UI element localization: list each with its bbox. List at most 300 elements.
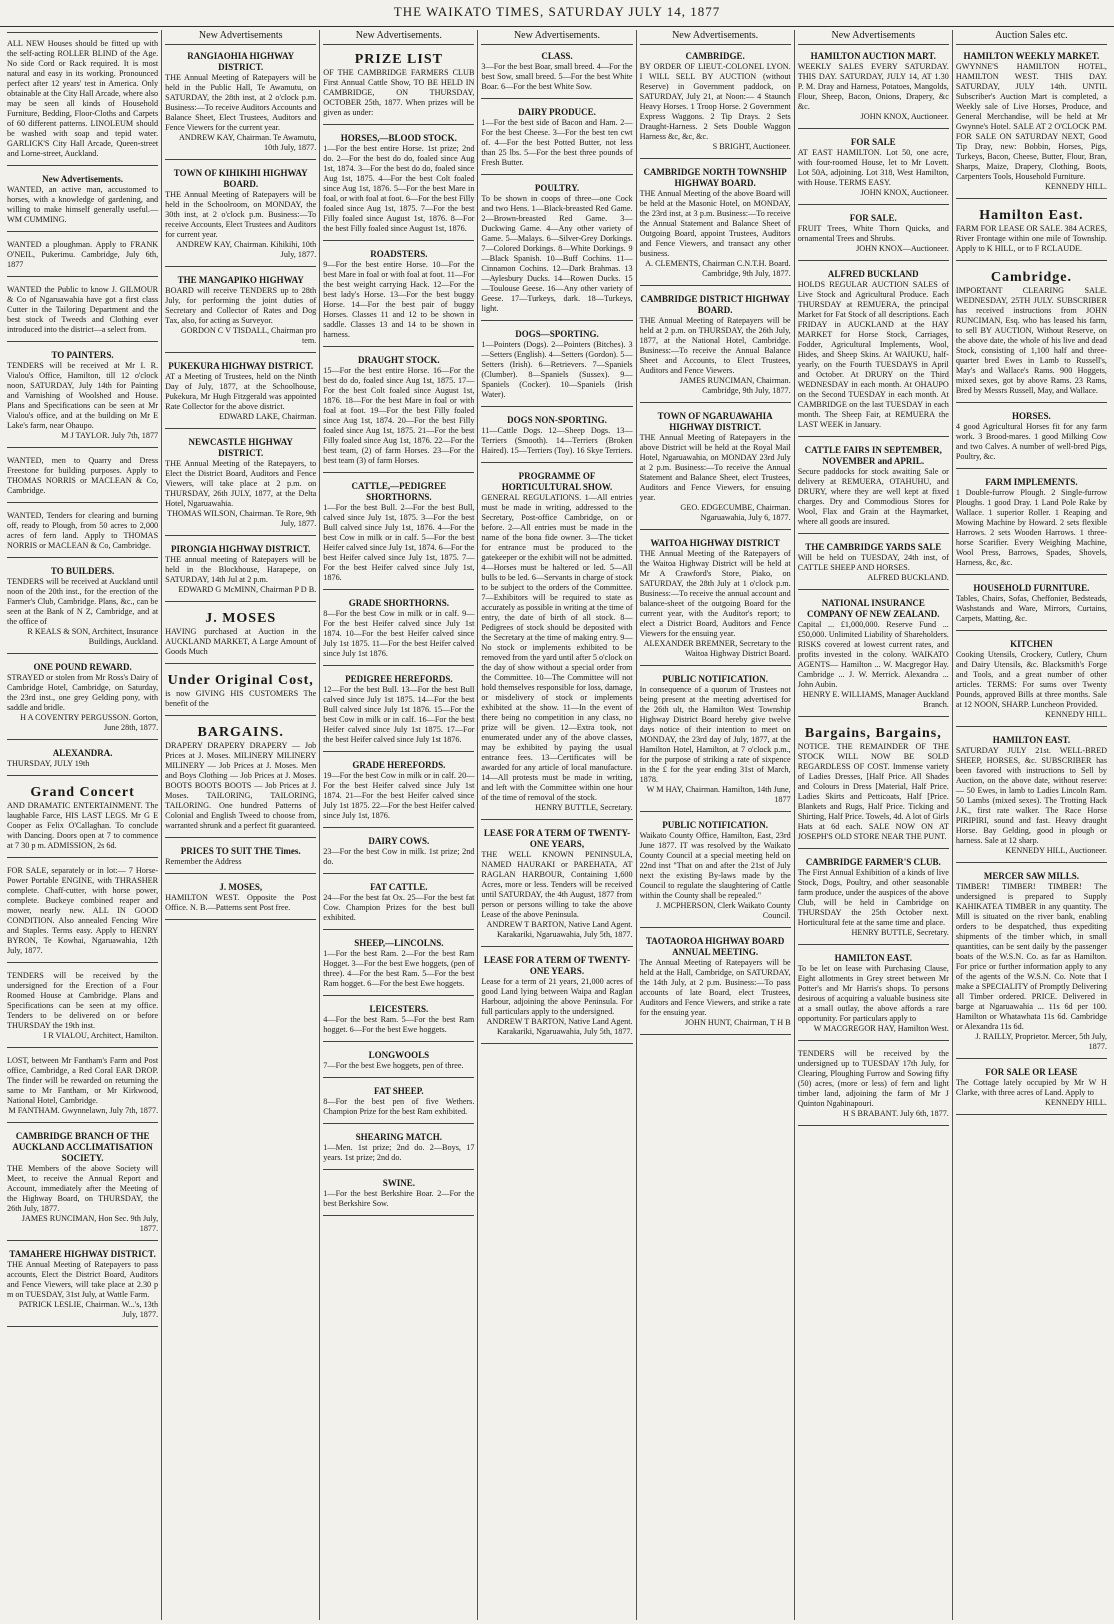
- advertisement: [798, 1049, 949, 1126]
- advertisement: [323, 938, 474, 996]
- advertisement: [323, 674, 474, 752]
- ad-title: DAIRY COWS.: [368, 836, 430, 847]
- advertisement: [323, 1178, 474, 1216]
- advertisement: [640, 411, 791, 530]
- ad-body: Will be held on TUESDAY, 24th inst, of CATTLE SHEEP AND HORSES.: [797, 552, 949, 572]
- advertisement: [7, 240, 158, 277]
- ad-title: FARM IMPLEMENTS.: [985, 477, 1078, 488]
- ad-body: TENDERS will be received by the undersigned for the Erection of a Four Roomed House at Cambridge. Plans and Specifications can be seen at my office. Tenders to be delivered on or before THURSDAY the 19th inst.: [7, 970, 159, 1030]
- ad-title: Cambridge.: [990, 270, 1072, 286]
- advertisement: [481, 183, 632, 321]
- ad-divider: [7, 775, 158, 776]
- advertisement: [481, 955, 632, 1044]
- ad-signature: PATRICK LESLIE, Chairman. W...'s, 13th July, 1877.: [18, 1299, 159, 1319]
- ad-signature: A. CLEMENTS, Chairman C.N.T.H. Board. Cambridge, 9th July, 1877.: [645, 259, 791, 279]
- ad-title: HAMILTON EAST.: [992, 735, 1071, 746]
- ad-divider: [956, 862, 1107, 863]
- advertisement: [165, 882, 316, 920]
- ad-divider: [165, 428, 316, 429]
- advertisement: [165, 437, 316, 536]
- advertisement: [323, 249, 474, 347]
- advertisement: [640, 538, 791, 666]
- advertisement: [323, 882, 474, 930]
- ad-divider: [165, 837, 316, 838]
- ad-body: GWYNNE'S HAMILTON HOTEL, HAMILTON WEST. THIS DAY. SATURDAY, JULY 14th. UNTIL Subscriber's Auction Mart is completed, a Weekly sale of Live Horses, Produce, and General Merchandise, will be held at Mr Gwynne's Hotel. SALE AT 2 O'CLOCK P.M. FOR SALE ON SATURDAY NEXT, Good Tip Dray, new: Bobbin, Horses, Pigs, Turkeys, Bacon, Cheese, Butter, Flour, Bran, Sharps, Maize, Drapery, Clothing, Boots, Carpenters Tools, Household Furniture.: [955, 62, 1107, 182]
- advertisement: [7, 456, 158, 503]
- ad-title: CLASS.: [541, 51, 573, 62]
- ad-divider: [165, 601, 316, 602]
- ad-body: The Cottage lately occupied by Mr W H Clarke, with three acres of Land. Apply to: [955, 1078, 1107, 1098]
- ad-divider: [7, 857, 158, 858]
- ad-body: THE annual meeting of Ratepayers will be held in the Blockhouse, Harapepe, on SATURDAY, 14th Jul at 2 p.m.: [165, 554, 317, 584]
- ad-body: HAVING purchased at Auction in the AUCKLAND MARKET, A Large Amount of Goods Much: [165, 626, 317, 656]
- advertisement: [798, 542, 949, 590]
- advertisement: [798, 445, 949, 534]
- ad-divider: [798, 204, 949, 205]
- advertisement: [956, 871, 1107, 1059]
- ad-body: AT a Meeting of Trustees, held on the Ninth Day of July, 1877, at the Schoolhouse, Pukekura, Mr Hugh Fitzgerald was appointed Rate Collector for the above district.: [165, 372, 317, 411]
- ad-divider: [640, 665, 791, 666]
- ad-signature: M J TAYLOR. July 7th, 1877: [61, 430, 159, 440]
- ad-signature: M FANTHAM. Gwynnelawn, July 7th, 1877.: [8, 1105, 159, 1115]
- ad-divider: [323, 1077, 474, 1078]
- ad-title: CAMBRIDGE BRANCH OF THE AUCKLAND ACCLIMATISATION SOCIETY.: [12, 1130, 153, 1163]
- ad-body: THE Annual Meeting of the Ratepayers of the Waitoa Highway District will be held at Mr A Crawford's Store, Piako, on SATURDAY, the 28th July at 1 o'clock p.m. Business:—To receive the annual account and balance-sheet of the outgoing Board for the current year, with the Auditor's report; to elect a District Board, Auditors and Fence Viewers for the ensuing year.: [639, 548, 791, 638]
- ad-title: POULTRY.: [534, 183, 580, 194]
- column-5: [637, 30, 795, 1620]
- ad-title: Bargains, Bargains,: [804, 725, 942, 741]
- ad-divider: [7, 1047, 158, 1048]
- ad-divider: [323, 995, 474, 996]
- ad-signature: JOHN KNOX—Auctioneer.: [856, 244, 949, 254]
- ad-title: TO BUILDERS.: [50, 565, 115, 576]
- ad-body: Tables, Chairs, Sofas, Cheffonier, Bedsteads, Washstands and Ware, Mirrors, Curtains, Carpets, Matting, &c.: [955, 594, 1107, 624]
- ad-body: 15—For the best entire Horse. 16—For the best do do, foaled since Aug 1st, 1875. 17—For the best Colt foaled since August 1st, 1876. 18—For the best Mare in foal or with foal at foot. 19—For the best Filly foaled since Aug 1st, 1874. 20—For the best Filly foaled since Aug 1st, 1875. 21—For the best Filly foaled since Aug 1st, 1876. 22—For the best team, (2) of farm Horses. 23—For the best team (3) of farm Horses.: [323, 366, 475, 466]
- ad-divider: [323, 873, 474, 874]
- ad-divider: [956, 260, 1107, 261]
- ad-signature: EDWARD LAKE, Chairman.: [218, 412, 317, 421]
- ad-divider: [481, 98, 632, 99]
- advertisement: [956, 269, 1107, 403]
- ad-title: LEICESTERS.: [369, 1003, 429, 1014]
- ad-title: DOGS NON-SPORTING.: [507, 415, 607, 426]
- ad-body: Remember the Address: [165, 857, 242, 867]
- ad-signature: HENRY BUTTLE, Secretary.: [851, 927, 949, 937]
- advertisement: [165, 544, 316, 602]
- ad-title: KITCHEN: [1010, 639, 1053, 650]
- ad-body: THE WELL KNOWN PENINSULA, NAMED HAURAKI or PAREHATA, AT RAGLAN HARBOUR, Containing 1,600 Acres, more or less. Tenders will be received until SATURDAY, the 4th August, 1877 from person or persons willing to take the above Lease of the above Peninsula.: [481, 849, 633, 919]
- ad-title: FAT SHEEP.: [374, 1085, 424, 1096]
- advertisement: [323, 355, 474, 473]
- ad-body: 12—For the best Bull. 13—For the best Bull calved since July 1st 1875. 14—For the best Bull calved since July 1st 1876. 15—For the best Cow in milk or in calf. 16—For the best Heifer calved since July 1st 1875. 17—For the best Heifer calved since July 1st 1876.: [323, 685, 475, 745]
- advertisement: [323, 1004, 474, 1042]
- advertisement: [640, 51, 791, 159]
- ad-body: BOARD will receive TENDERS up to 28th July, for performing the joint duties of Secretary and Collector of Rates and Dog Tax, also, for acting as Surveyor.: [165, 286, 317, 326]
- advertisement: [165, 672, 316, 716]
- advertisement: [798, 953, 949, 1041]
- ad-title: TOWN OF KIHIKIHI HIGHWAY BOARD.: [173, 168, 308, 190]
- ad-signature: S BRIGHT, Auctioneer.: [712, 142, 791, 152]
- ad-title: TAMAHERE HIGHWAY DISTRICT.: [9, 1248, 156, 1259]
- advertisement: [7, 971, 158, 1048]
- ad-body: 8—For the best Cow in milk or in calf. 9—For the best Heifer calved since July 1st 1874. 10—For the best Heifer calved since July 1st 1875. 11—For the best Heifer calved since July 1st 1876.: [323, 609, 475, 659]
- ad-signature: KENNEDY HILL.: [1044, 182, 1107, 192]
- ad-body: THE Annual Meeting of Ratepayers will be held in the Public Hall, Te Awamutu, on SATURDAY, the 28th inst, at 2 o'clock p.m. Business:—To receive Auditors Accounts and Balance Sheet, Elect Trustees, Auditors and Fence Viewers for the current year.: [165, 73, 317, 133]
- ad-title: FOR SALE: [850, 137, 896, 148]
- ad-signature: KENNEDY HILL.: [1044, 710, 1107, 720]
- ad-divider: [323, 1123, 474, 1124]
- ad-body: HAMILTON WEST. Opposite the Post Office. N. B.—Patterns sent Post free.: [165, 893, 317, 913]
- advertisement: [7, 1249, 158, 1327]
- ad-body: WANTED, an active man, accustomed to horses, with a knowledge of gardening, and willing to make himself generally useful.—WM CUMMING.: [7, 184, 159, 224]
- advertisement: [640, 820, 791, 928]
- advertisement: [798, 725, 949, 849]
- ad-body: 4—For the best Ram. 5—For the best Ram hogget. 6—For the best Ewe hoggets.: [323, 1014, 475, 1034]
- ad-title: LONGWOOLS: [368, 1049, 430, 1060]
- advertisement: [7, 784, 158, 858]
- ad-body: THE Annual Meeting of the Ratepayers, to Elect the District Board, Auditors and Fence Viewers, will take place at 2 p.m. on THURSDAY, 26th JULY, 1877, at the Delta Hotel, Ngaruawahia.: [165, 458, 317, 508]
- ad-divider: [323, 1169, 474, 1170]
- ad-divider: [323, 589, 474, 590]
- ad-body: FOR SALE, separately or in lot:— 7 Horse-Power Portable ENGINE, with THRASHER complete. Chaff-cutter, with horse power, complete. Buckeye combined reaper and mower, nearly new. ALL IN GOOD CONDITION. Also annealed Fencing Wire and Staples. Terms easy. Apply to HENRY BYRON, Te Kowhai, Ngaruawahia, 12th July, 1877.: [7, 865, 159, 955]
- masthead: THE WAIKATO TIMES, SATURDAY JULY 14, 1877: [0, 4, 1114, 27]
- ad-signature: JAMES RUNCIMAN, Hon Sec. 9th July, 1877.: [21, 1213, 159, 1233]
- ad-signature: EDWARD G McMINN, Chairman P D B.: [178, 584, 317, 594]
- ad-body: 8—For the best pen of five Wethers. Champion Prize for the best Ram exhibited.: [323, 1096, 475, 1116]
- advertisement: [323, 1050, 474, 1078]
- ad-body: 3—For the best Boar, small breed. 4—For the best Sow, small breed. 5—For the best White Boar. 6—For the best White Sow.: [481, 62, 633, 92]
- ad-signature: JAMES RUNCIMAN, Chairman. Cambridge, 9th July, 1877.: [679, 376, 791, 396]
- ad-body: In consequence of a quorum of Trustees not being present at the meeting advertised for the 26th ult, the Hamilton West Township Highway District Board hereby give twelve days notice of their intention to meet on MONDAY, the 23rd day of July, 1877, at the Hamilton Hotel, Hamilton, at 7 o'clock p.m., for the purpose of striking a rate of sixpence in the £ for the year ending 31st of March, 1878.: [639, 684, 791, 784]
- ad-divider: [798, 260, 949, 261]
- ad-title: TAOTAOROA HIGHWAY BOARD ANNUAL MEETING.: [645, 935, 785, 957]
- ad-title: Under Original Cost,: [167, 672, 314, 688]
- ad-divider: [7, 739, 158, 740]
- ad-title: Hamilton East.: [979, 208, 1084, 224]
- ad-divider: [323, 929, 474, 930]
- ad-divider: [165, 873, 316, 874]
- advertisement: [165, 724, 316, 838]
- ad-title: HAMILTON AUCTION MART.: [810, 51, 936, 62]
- advertisement: [165, 610, 316, 664]
- ad-signature: H A COVENTRY PERGUSSON. Gorton, June 28th, 1877.: [20, 712, 159, 732]
- ad-title: NATIONAL INSURANCE COMPANY OF NEW ZEALAND.: [807, 597, 940, 619]
- ad-body: 1—For the best side of Bacon and Ham. 2—For the best Cheese. 3—For the best ten cwt of. 4—For the best Potted Butter, not less than 25 lbs. 5—For the best three pounds of Fresh Butter.: [481, 118, 633, 168]
- advertisement: [323, 598, 474, 666]
- ad-body: THE Annual Meeting of Ratepayers will be held in the Schoolroom, on MONDAY, the 30th inst, at 2 o'clock p.m. Business:—To receive Accounts, Elect Trustees and Auditors for current year.: [165, 190, 317, 240]
- ad-title: PIRONGIA HIGHWAY DISTRICT.: [170, 543, 311, 554]
- column-heading: New Advertisements.: [640, 30, 791, 45]
- ad-body: Secure paddocks for stock awaiting Sale or delivery at REMUERA, OTAHUHU, and DRURY, where they are well kept at fixed charges. Dry and Commodious Stores for Wool, Flax and Grain at the Haymarket, where all goods are insured.: [797, 467, 949, 526]
- ad-signature: JOHN KNOX, Auctioneer.: [860, 188, 949, 198]
- ad-signature: J. MCPHERSON, Clerk Waikato County Council.: [655, 900, 791, 920]
- ad-divider: [956, 630, 1107, 631]
- ad-title: ONE POUND REWARD.: [33, 661, 132, 672]
- ad-body: THE Annual Meeting of Ratepayers will be held at 2 p.m. on THURSDAY, the 26th July, 1877, at the National Hotel, Cambridge. Business:—To receive the Annual Balance Sheet and Accounts, to Elect Trustees, Auditors and Fence Viewers.: [639, 316, 791, 376]
- ad-signature: KENNEDY HILL, Auctioneer.: [1005, 846, 1107, 856]
- ad-divider: [956, 726, 1107, 727]
- ad-body: Cooking Utensils, Crockery, Cutlery, Churn and Dairy Utensils, &c. Blacksmith's Forge and Tools, and a great number of other articles. TERMS: For sums over Twenty Pounds, approved Bills at three months. Sale at 12 NOON, SHARP. Luncheon Provided.: [955, 650, 1107, 710]
- ad-signature: JOHN HUNT, Chairman, T H B: [684, 1017, 791, 1027]
- ad-divider: [640, 285, 791, 286]
- ad-divider: [7, 1326, 158, 1327]
- ad-divider: [165, 266, 316, 267]
- ad-body: 1—For the best Berkshire Boar. 2—For the best Berkshire Sow.: [323, 1188, 475, 1208]
- ad-divider: [956, 402, 1107, 403]
- ad-title: BARGAINS.: [197, 725, 284, 741]
- ad-divider: [640, 927, 791, 928]
- advertisement: [7, 1131, 158, 1241]
- column-3: [320, 30, 478, 1620]
- column-heading: [7, 30, 158, 33]
- ad-body: IMPORTANT CLEARING SALE. WEDNESDAY, 25TH JULY. SUBSCRIBER has received instructions from JOHN RUNCIMAN, Esq. who has leased his farm, to sell BY AUCTION, Without Reserve, on the above date, the whole of his live and dead Stock, consisting of 1,100 half and three-quarter bred Ewes in Lamb to Russell's, May's and Wallace's Rams. 900 Hoggets, mixed sexes, got by above Rams. 23 Rams, Bred by Messrs Russell, May, and Wallace.: [955, 286, 1107, 396]
- ad-signature: W M HAY, Chairman. Hamilton, 14th June, 1877: [646, 784, 791, 804]
- ad-divider: [956, 574, 1107, 575]
- ad-signature: R KEALS & SON, Architect, Insurance Buildings, Auckland.: [27, 626, 159, 646]
- ad-body: THE Annual Meeting of Ratepayers in the above District will be held at the Royal Mail Hotel, Ngaruawahia, on MONDAY 23rd July at 2 p.m. Business:—To receive the Annual Statement and Balance Sheet, elect Trustees, Auditors and Fence Viewers, for ensuing year.: [639, 432, 791, 502]
- ad-title: J. MOSES: [205, 610, 277, 626]
- ad-divider: [481, 320, 632, 321]
- ad-divider: [956, 1114, 1107, 1115]
- advertisement: [7, 866, 158, 963]
- ad-body: SATURDAY JULY 21st. WELL-BRED SHEEP, HORSES, &c. SUBSCRIBER has been favored with instructions to Sell by Auction, on the above date, without reserve:— 50 Ewes, in lamb to Ladies Lincoln Ram. 50 Lambs (mixed sexes). The Trotting Hack J.K., first rate walker. The Race Horse PIRIPIRI, sound and fast. Heavy draught Horse. Bay Gelding, good in plough or harness. Sale at 12 sharp.: [955, 746, 1107, 846]
- ad-divider: [798, 716, 949, 717]
- ad-divider: [481, 1043, 632, 1044]
- ad-divider: [7, 557, 158, 558]
- ad-body: 11—Cattle Dogs. 12—Sheep Dogs. 13—Terriers (Smooth). 14—Terriers (Broken Haired). 15—Terriers (Toy). 16 Skye Terriers.: [481, 426, 633, 456]
- ad-divider: [7, 341, 158, 342]
- ad-title: LEASE FOR A TERM OF TWENTY-ONE YEARS.: [483, 954, 631, 976]
- ad-divider: [481, 174, 632, 175]
- ad-divider: [165, 919, 316, 920]
- ad-divider: [798, 1125, 949, 1126]
- ad-divider: [7, 1240, 158, 1241]
- ad-signature: I R VIALOU, Architect, Hamilton.: [43, 1030, 159, 1040]
- ad-signature: KENNEDY HILL.: [1044, 1098, 1107, 1108]
- advertisement: [7, 748, 158, 776]
- ad-signature: ANDREW KAY, Chairman. Kihikihi, 10th July, 1877.: [176, 240, 317, 260]
- advertisement: [640, 674, 791, 812]
- advertisement: [956, 207, 1107, 261]
- column-7: [953, 30, 1110, 1620]
- ad-divider: [323, 124, 474, 125]
- ad-signature: HENRY BUTTLE, Secretary.: [535, 802, 633, 812]
- ad-divider: [323, 346, 474, 347]
- advertisement: [956, 51, 1107, 199]
- ad-title: CAMBRIDGE.: [685, 51, 745, 62]
- advertisement: [7, 1056, 158, 1123]
- column-6: [795, 30, 953, 1620]
- ad-body: DRAPERY DRAPERY DRAPERY — Job Prices at J. Moses. MILINERY MILINERY MILINERY — Job Prices at J. Moses. Men and Boys Clothing — Job Prices at J. Moses. BOOTS BOOTS BOOTS — Job Prices at J. Moses. TAILORING, TAILORING, TAILORING. One hundred Patterns of Colonial and English Tweed to choose from, warranted shrunk and a perfect fit guaranteed.: [165, 741, 317, 831]
- ad-title: SHEEP,—LINCOLNS.: [354, 937, 444, 948]
- ad-body: 1—For the best Ram. 2—For the best Ram Hogget. 3—For the best Ewe hoggets, (pen of three). 4—For the best Ram. 5—For the best Ram hogget. 6—For the best Ewe hoggets.: [323, 948, 475, 988]
- ad-body: AT EAST HAMILTON. Lot 50, one acre, with four-roomed House, let to Mr Lovett. Lot 50A, adjoining. Lot 318, West Hamilton, with House. TERMS EASY.: [797, 148, 949, 188]
- ad-body: TENDERS will be received at Auckland until noon of the 20th inst., for the erection of the Farmer's Club, Cambridge. Plans, &c., can be seen at the Bank of N Z, Cambridge, and at the office of: [7, 576, 159, 626]
- advertisement: [323, 51, 474, 125]
- ad-body: 1 Double-furrow Plough. 2 Single-furrow Ploughs. 1 good Dray. 1 Land Pole Rake by Wallace. 1 superior Roller. 1 Reaping and Mowing Machine by Howard. 2 sets flexible Harrows. 2 sets Wooden Harrows. 1 three-horse Scarifier. Every Weighing Machine, Wool Press, Barrows, Spades, Shovels, Harness, &c, &c.: [955, 488, 1107, 568]
- ad-body: ALL NEW Houses should be fitted up with the self-acting ROLLER BLIND of the Age. No side Cord or Rack required. It is most natural and easy in its working. Pronounced perfect after 12 years' test in America. Only obtainable at the City Hall Arcade, where also may be seen all kinds of Household Furniture, Bedding, Floor-Cloths and Carpets of 60 different patterns. LINOLEUM should be washed with soap and tepid water. GARLICK'S City Hall Arcade, Queen-street and Lorne-street, Auckland.: [7, 39, 159, 158]
- advertisement: [798, 137, 949, 205]
- ad-divider: [798, 533, 949, 534]
- advertisement: [481, 329, 632, 407]
- advertisement: [7, 662, 158, 740]
- ad-body: BY ORDER OF LIEUT.-COLONEL LYON. I WILL SELL BY AUCTION (without Reserve) in Government paddock, on SATURDAY, July 21, at Noon:— 4 Staunch Heavy Horses. 1 Troop Horse. 2 Government Express Waggons. 2 Tip Drays. 2 Sets Draught-Harness. 2 Sets Double Waggon Harness &c, &c, &c.: [639, 62, 791, 142]
- ad-divider: [7, 165, 158, 166]
- ad-title: CATTLE,—PEDIGREE SHORTHORNS.: [351, 481, 447, 503]
- ad-body: THE Members of the above Society will Meet, to receive the Annual Report and Account, immediately after the Meeting of the Highway Board, on THURSDAY, the 26th July, 1877.: [7, 1163, 159, 1213]
- advertisement: [165, 846, 316, 874]
- ad-divider: [798, 128, 949, 129]
- ad-divider: [481, 946, 632, 947]
- ad-title: SWINE.: [382, 1177, 415, 1188]
- ad-divider: [481, 819, 632, 820]
- ad-divider: [165, 663, 316, 664]
- ad-divider: [956, 198, 1107, 199]
- ad-divider: [7, 231, 158, 232]
- ad-divider: [165, 715, 316, 716]
- ad-body: WANTED the Public to know J. GILMOUR & Co of Ngaruawahia have got a first class Cutter in the Tailoring Department and the best stock of Tweeds and Clothing ever introduced into the district—a select from.: [7, 284, 159, 334]
- ad-title: ROADSTERS.: [370, 249, 428, 260]
- advertisement: [165, 168, 316, 267]
- ad-body: THE Annual Meeting of Ratepayers to pass accounts, Elect the District Board, Auditors and Fence Viewers, will take place at 2.30 p m on TUESDAY, 31st July, at Wattle Farm.: [7, 1259, 159, 1299]
- ad-body: 7—For the best Ewe hoggets, pen of three.: [323, 1060, 464, 1070]
- ad-title: THE CAMBRIDGE YARDS SALE: [805, 542, 942, 552]
- ad-divider: [165, 159, 316, 160]
- ad-body: Lease for a term of 21 years, 21,000 acres of good Land lying between Waipa and Raglan Harbour, adjoining the above Peninsula. For full particulars apply to the undersigned.: [481, 976, 633, 1016]
- ad-body: 1—Pointers (Dogs). 2—Pointers (Bitches). 3—Setters (English). 4—Setters (Gordon). 5—Setters (Irish). 6—Retrievers. 7—Spaniels (Clumber). 8—Spaniels (Sussex). 9—Spaniels (Cocker). 10—Spaniels (Irish Water).: [481, 340, 633, 400]
- ad-body: WANTED a ploughman. Apply to FRANK O'NEIL, Pukerimu. Cambridge, July 6th, 1877: [7, 239, 159, 269]
- ad-body: 24—For the best fat Ox. 25—For the best fat Cow. Champion Prizes for the best bull exhibited.: [323, 892, 475, 922]
- advertisement: [7, 511, 158, 558]
- advertisement: [323, 1132, 474, 1170]
- ad-divider: [481, 462, 632, 463]
- advertisement: [798, 857, 949, 945]
- ad-signature: ALFRED BUCKLAND.: [867, 572, 949, 582]
- advertisement: [798, 51, 949, 129]
- ad-body: 23—For the best Cow in milk. 1st prize; 2nd do.: [323, 846, 475, 866]
- ad-divider: [323, 827, 474, 828]
- ad-body: FARM FOR LEASE OR SALE. 384 ACRES, River Frontage within one mile of Township. Apply to K HILL, or to F RCLAUDE.: [955, 224, 1107, 254]
- advertisement: [7, 566, 158, 654]
- ad-body: TENDERS will be received at Mr I. R. Vialou's Office, Hamilton, till 12 o'clock noon, SATURDAY, July 14th for Painting and Varnishing of Woolshed and House. Plans and Specifications can be seen at Mr Vialou's office, and at the building on Mr E Lake's farm, near Ohaupo.: [7, 360, 159, 430]
- ad-signature: J. RAILLY, Proprietor. Mercer, 5th July, 1877.: [975, 1032, 1107, 1052]
- column-heading: New Advertisements.: [323, 30, 474, 45]
- ad-title: Grand Concert: [30, 784, 135, 800]
- ad-signature: HENRY E. WILLIAMS, Manager Auckland Branch.: [802, 689, 949, 709]
- ad-body: Capital ... £1,000,000. Reserve Fund ... £50,000. Unlimited Liability of Shareholders. RISKS covered at lowest current rates, and profits invested in the colony. WAIKATO AGENTS— Hamilton ... W. Macgregor Hay. Cambridge ... J. W. Merrick. Alexandra ... John Aubin.: [797, 619, 949, 689]
- advertisement: [481, 51, 632, 99]
- advertisement: [323, 133, 474, 241]
- ad-divider: [481, 406, 632, 407]
- ad-title: TOWN OF NGARUAWAHIA HIGHWAY DISTRICT.: [657, 411, 773, 432]
- advertisement: [956, 583, 1107, 631]
- ad-signature: JOHN KNOX, Auctioneer.: [860, 112, 949, 122]
- ad-signature: GORDON C V TISDALL, Chairman pro tem.: [180, 326, 317, 346]
- advertisement: [956, 1067, 1107, 1115]
- ad-title: PRIZE LIST: [354, 52, 443, 68]
- advertisement: [956, 411, 1107, 469]
- ad-title: GRADE SHORTHORNS.: [348, 598, 449, 609]
- ad-body: The First Annual Exhibition of a kinds of live Stock, Dogs, Poultry, and other seasonable farm produce, under the auspices of the above Club, will be held in Cambridge on THURSDAY the 25th October next. Horticultural fete at the same time and place.: [797, 867, 949, 927]
- ad-body: THURSDAY, JULY 19th: [7, 758, 90, 768]
- ad-signature: ALEXANDER BREMNER, Secretary to the Waitoa Highway District Board.: [643, 638, 791, 658]
- ad-body: Waikato County Office, Hamilton, East, 23rd June 1877. IT was resolved by the Waikato County Council at a special meeting held on 22nd inst "That on and after the 21st of July next the existing By-laws made by the Council to regulate the slaughtering of Cattle within the County shall be repealed.": [639, 830, 791, 900]
- advertisement: [7, 39, 158, 166]
- ad-title: FAT CATTLE.: [370, 881, 428, 892]
- ad-title: PUKEKURA HIGHWAY DISTRICT.: [168, 361, 314, 372]
- ad-body: 1—For the best entire Horse. 1st prize; 2nd do. 2—For the best do do, foaled since Aug 1st, 1874. 3—For the best do do, foaled since Aug 1st, 1875. 4—For the best Colt foaled since Aug 1st, 1876. 5—For the best Mare in foal, or with foal at foot. 6—For the best Filly foaled since Aug 1st, 1875. 7—For the best Filly foaled since August 1st, 1876. 8—For the best Filly foaled since August 1st, 1876.: [323, 144, 475, 234]
- advertisement: [481, 415, 632, 463]
- ad-body: is now GIVING HIS CUSTOMERS The benefit of the: [165, 689, 317, 709]
- ad-title: FOR SALE.: [849, 213, 897, 224]
- ad-title: LEASE FOR A TERM OF TWENTY-ONE YEARS,: [483, 827, 631, 849]
- ad-body: To be let on lease with Purchasing Clause, Eight allotments in Grey street between Mr Potter's and Mr Harris's shops. To persons desirous of acquiring a valuable business site at a small outlay, the above affords a rare opportunity. For particulars apply to: [797, 963, 949, 1023]
- advertisement: [481, 828, 632, 947]
- advertisement: [640, 167, 791, 286]
- advertisement: [640, 936, 791, 1035]
- ad-title: SHEARING MATCH.: [355, 1131, 443, 1142]
- ad-title: HOUSEHOLD FURNITURE.: [973, 583, 1090, 594]
- advertisement: [7, 285, 158, 342]
- ad-title: PEDIGREE HEREFORDS.: [345, 674, 453, 685]
- ad-body: OF THE CAMBRIDGE FARMERS CLUB First Annual Cattle Show, TO BE HELD IN CAMBRIDGE, ON THURSDAY, OCTOBER 25th, 1877. When prizes will be given as under:: [323, 68, 475, 118]
- advertisement: [165, 51, 316, 160]
- advertisement: [798, 598, 949, 717]
- ad-title: HAMILTON EAST.: [834, 952, 912, 963]
- advertisement: [323, 1086, 474, 1124]
- ad-divider: [798, 848, 949, 849]
- ad-title: TO PAINTERS.: [51, 349, 114, 360]
- ad-title: HORSES.: [1012, 411, 1051, 422]
- ad-body: 1—Men. 1st prize; 2nd do. 2—Boys, 17 years. 1st prize; 2nd do.: [323, 1142, 475, 1162]
- advertisement: [7, 174, 158, 232]
- ad-title: CAMBRIDGE NORTH TOWNSHIP HIGHWAY BOARD.: [643, 167, 787, 189]
- ad-title: CATTLE FAIRS IN SEPTEMBER, NOVEMBER and APRIL.: [804, 445, 942, 467]
- ad-divider: [165, 535, 316, 536]
- column-4: [478, 30, 636, 1620]
- ad-body: WEEKLY SALES EVERY SATURDAY. THIS DAY. SATURDAY, JULY 14, AT 1.30 P. M. Dray and Harness, Potatoes, Mangolds, Flour, Sheep, Bacon, Onions, Drapery, &c &c.: [797, 62, 949, 112]
- advertisement: [323, 481, 474, 590]
- ad-title: HAMILTON WEEKLY MARKET.: [963, 51, 1100, 62]
- ad-title: ALEXANDRA.: [52, 747, 113, 758]
- ad-divider: [640, 402, 791, 403]
- ad-title: MERCER SAW MILLS.: [983, 871, 1079, 882]
- ad-body: AND DRAMATIC ENTERTAINMENT. The laughable Farce, HIS LAST LEGS. Mr G E Cooper as Felix O'Callaghan. To conclude with Dancing. Doors open at 7 to commence at 7 30 p m. ADMISSION, 2s 6d.: [7, 800, 159, 850]
- column-heading: New Advertisements.: [481, 30, 632, 45]
- advertisement: [956, 477, 1107, 575]
- ad-title: HORSES,—BLOOD STOCK.: [340, 133, 457, 144]
- ad-divider: [323, 1215, 474, 1216]
- advertisement: [323, 760, 474, 828]
- ad-title: DRAUGHT STOCK.: [358, 355, 440, 366]
- column-1: [4, 30, 162, 1620]
- advertisement: [7, 350, 158, 448]
- advertisement: [640, 294, 791, 403]
- ad-divider: [7, 962, 158, 963]
- ad-title: New Advertisements.: [42, 174, 124, 184]
- column-2: [162, 30, 320, 1620]
- ad-signature: THOMAS WILSON, Chairman. Te Rore, 9th July, 1877.: [167, 508, 317, 528]
- advertisement: [798, 269, 949, 437]
- advertisement: [165, 361, 316, 429]
- ad-title: FOR SALE OR LEASE: [985, 1067, 1078, 1078]
- ad-title: CAMBRIDGE FARMER'S CLUB.: [805, 856, 941, 867]
- ad-divider: [323, 472, 474, 473]
- ad-divider: [798, 436, 949, 437]
- ad-body: WANTED, Tenders for clearing and burning off, ready to Plough, from 50 acres to 2,000 acres of fern land. Apply to THOMAS NORRIS or MACLEAN & Co, Cambridge.: [7, 510, 159, 550]
- ad-divider: [956, 1058, 1107, 1059]
- ad-divider: [640, 529, 791, 530]
